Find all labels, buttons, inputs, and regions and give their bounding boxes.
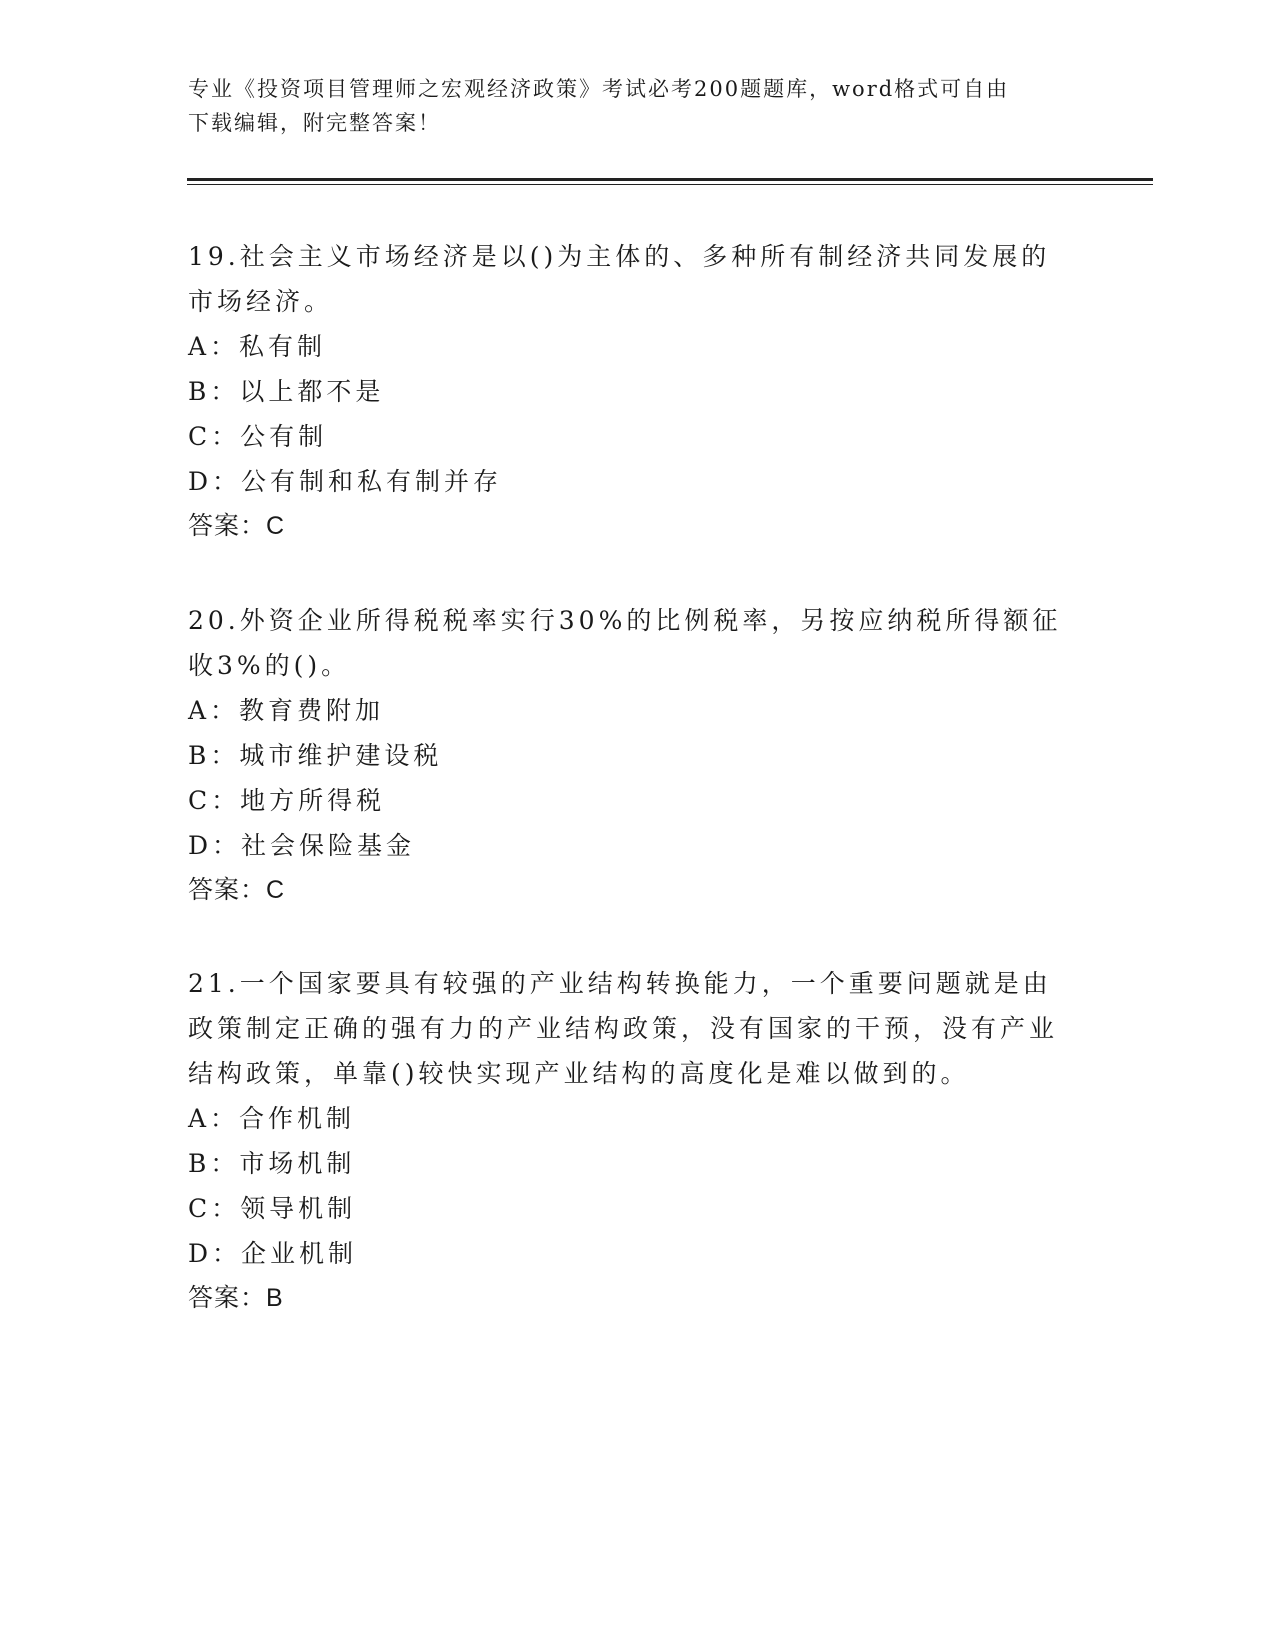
header-divider-thick [187,178,1153,181]
document-header [188,72,1068,140]
header-divider-thin [187,184,1153,185]
option-c: C：地方所得税 [188,786,386,815]
question-19 [188,234,1078,549]
answer-line: 答案：C [188,876,286,904]
question-text: 19.社会主义市场经济是以()为主体的、多种所有制经济共同发展的市场经济。 [188,242,1051,316]
option-b: B：以上都不是 [188,377,385,406]
option-a: A：合作机制 [188,1104,356,1133]
question-21 [188,961,1078,1321]
option-b: B：城市维护建设税 [188,741,443,770]
question-text: 21.一个国家要具有较强的产业结构转换能力，一个重要问题就是由政策制定正确的强有力的产业结构政策，没有国家的干预，没有产业结构政策，单靠()较快实现产业结构的高度化是难以做到的。 [188,969,1059,1088]
answer-line: 答案：C [188,512,286,540]
option-b: B：市场机制 [188,1149,356,1178]
header-line-2: 下载编辑，附完整答案！ [188,111,441,135]
question-text: 20.外资企业所得税税率实行30%的比例税率，另按应纳税所得额征收3%的()。 [188,606,1062,680]
option-a: A：私有制 [188,332,327,361]
header-line-1: 专业《投资项目管理师之宏观经济政策》考试必考200题题库，word格式可自由 [188,77,1010,101]
question-20 [188,598,1078,913]
option-d: D：公有制和私有制并存 [188,467,503,496]
option-c: C：领导机制 [188,1194,357,1223]
option-d: D：社会保险基金 [188,831,416,860]
option-a: A：教育费附加 [188,696,385,725]
option-c: C：公有制 [188,422,328,451]
answer-line: 答案：B [188,1284,284,1312]
option-d: D：企业机制 [188,1239,358,1268]
